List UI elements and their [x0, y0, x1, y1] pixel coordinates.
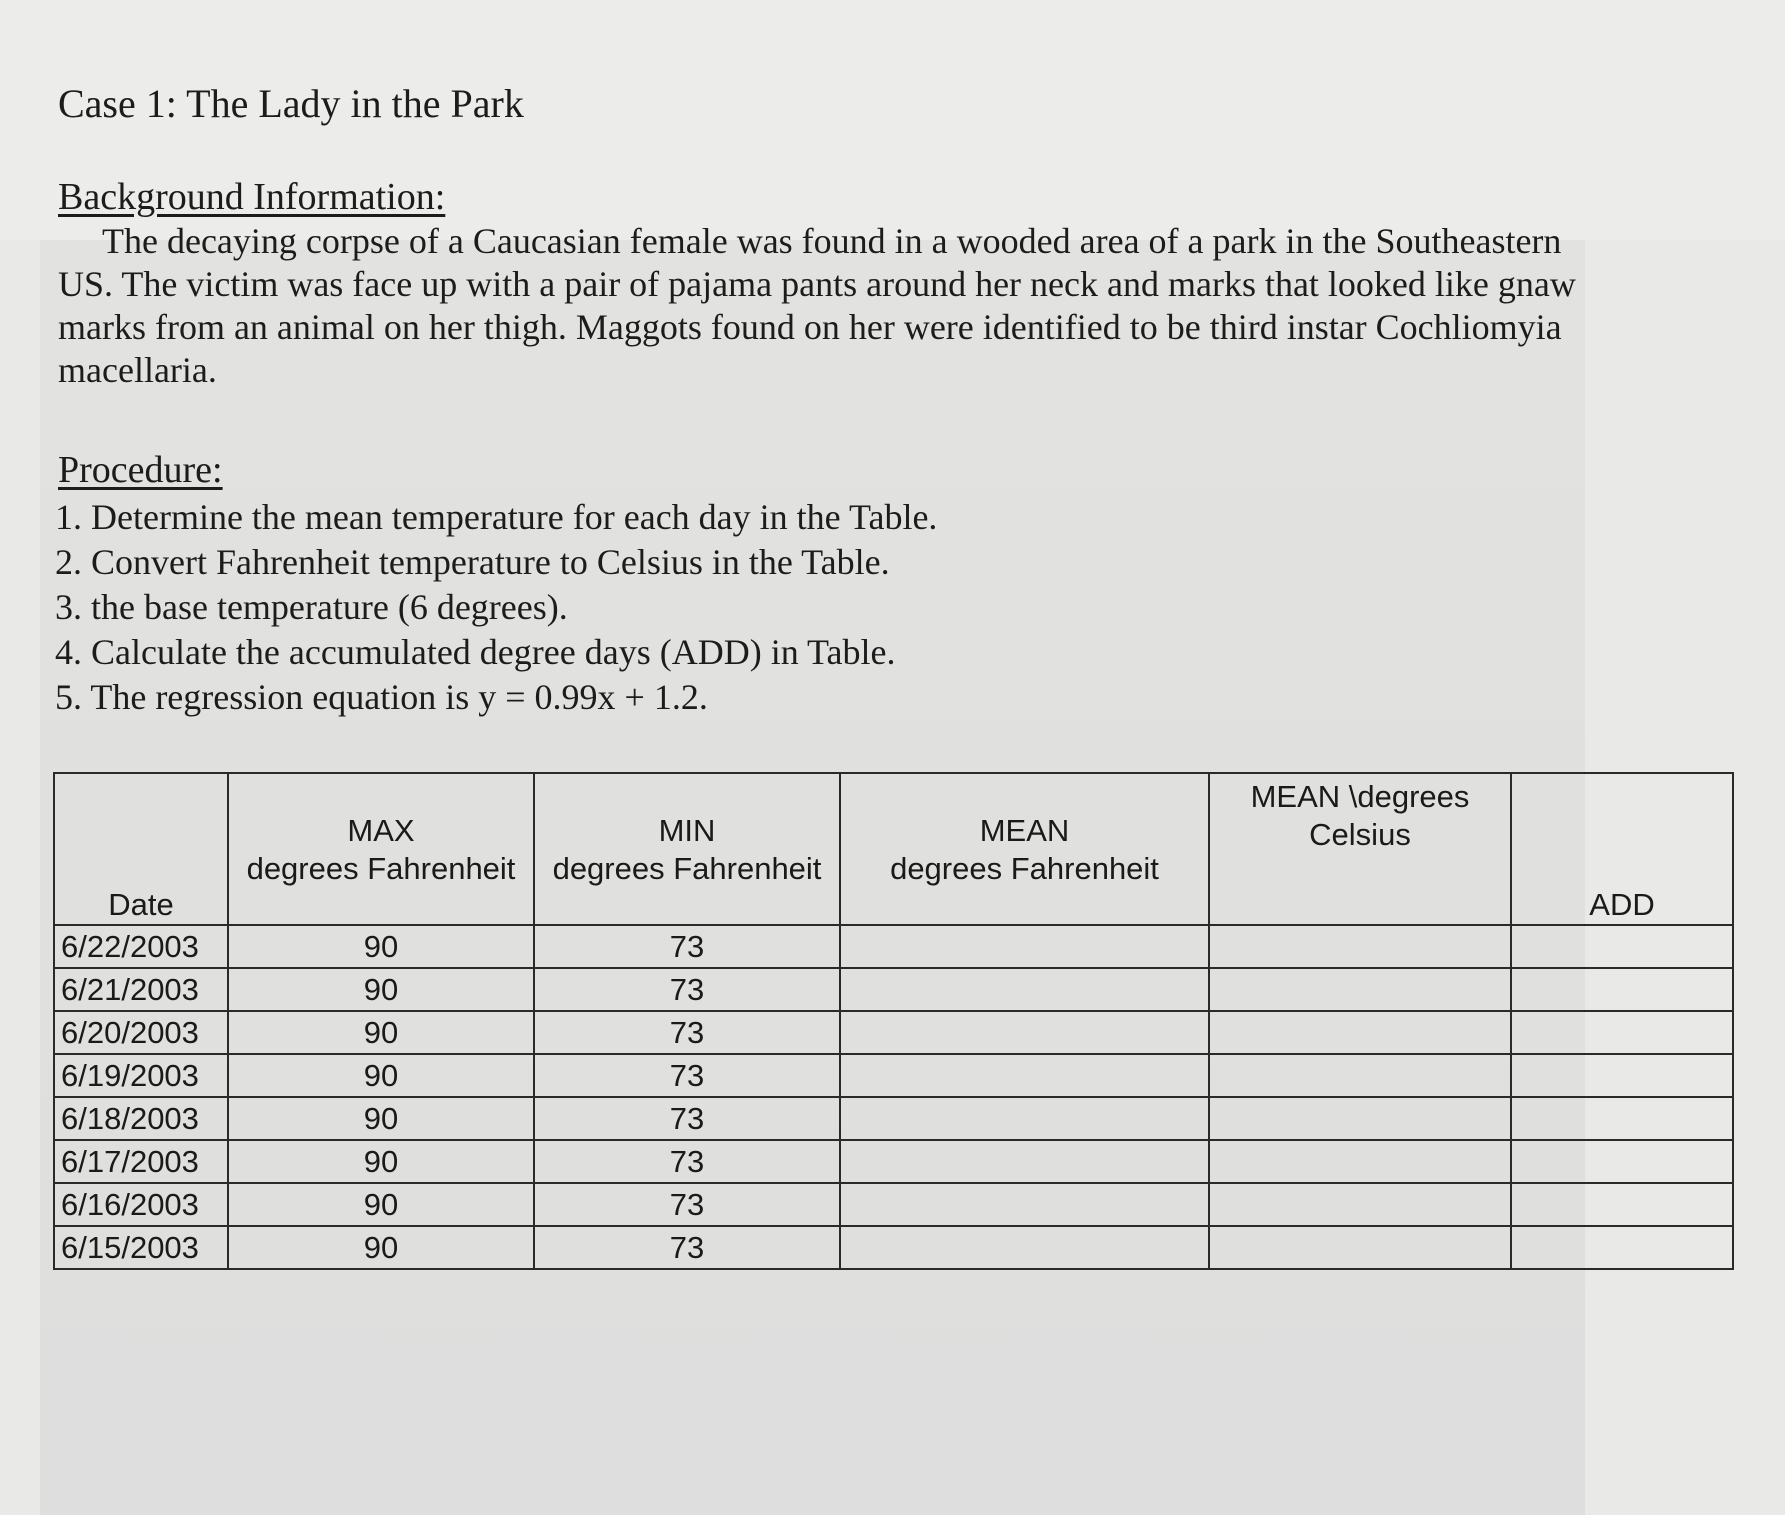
cell-max: 90 [228, 1097, 534, 1140]
header-min-line1: MIN [658, 813, 716, 848]
cell-mean-celsius [1209, 968, 1511, 1011]
header-add [1511, 773, 1733, 925]
cell-mean [840, 968, 1209, 1011]
cell-date: 6/22/2003 [54, 925, 228, 968]
header-min [534, 773, 840, 925]
cell-mean [840, 1226, 1209, 1269]
cell-max: 90 [228, 1054, 534, 1097]
cell-date: 6/20/2003 [54, 1011, 228, 1054]
table-row [54, 925, 1733, 968]
procedure-step: 3. the base temperature (6 degrees). [55, 587, 568, 627]
procedure-step: 1. Determine the mean temperature for each day in the Table. [55, 497, 938, 537]
header-date-label: Date [108, 887, 174, 922]
cell-date: 6/18/2003 [54, 1097, 228, 1140]
cell-add [1511, 1140, 1733, 1183]
cell-mean [840, 1183, 1209, 1226]
procedure-heading: Procedure: [58, 449, 223, 491]
header-meanc-line1: MEAN \degrees [1250, 779, 1470, 814]
cell-max: 90 [228, 1226, 534, 1269]
header-mean [840, 773, 1209, 925]
header-mean-celsius [1209, 773, 1511, 925]
cell-date: 6/15/2003 [54, 1226, 228, 1269]
cell-date: 6/21/2003 [54, 968, 228, 1011]
cell-mean [840, 1011, 1209, 1054]
header-add-label: ADD [1589, 887, 1655, 922]
cell-min: 73 [534, 968, 840, 1011]
background-heading: Background Information: [58, 176, 446, 218]
cell-add [1511, 968, 1733, 1011]
cell-mean-celsius [1209, 1140, 1511, 1183]
cell-mean [840, 1097, 1209, 1140]
cell-mean [840, 1054, 1209, 1097]
procedure-step: 5. The regression equation is y = 0.99x + 1.2. [55, 677, 708, 717]
cell-min: 73 [534, 1226, 840, 1269]
cell-min: 73 [534, 1183, 840, 1226]
cell-max: 90 [228, 925, 534, 968]
table-row [54, 968, 1733, 1011]
cell-max: 90 [228, 1183, 534, 1226]
header-mean-line2: degrees Fahrenheit [890, 851, 1159, 886]
header-max-line1: MAX [347, 813, 415, 848]
cell-add [1511, 1097, 1733, 1140]
cell-date: 6/16/2003 [54, 1183, 228, 1226]
table-row [54, 1226, 1733, 1269]
temperature-table [53, 772, 1734, 1270]
cell-mean [840, 925, 1209, 968]
header-date [54, 773, 228, 925]
header-meanc-line2: Celsius [1309, 817, 1411, 852]
cell-min: 73 [534, 1054, 840, 1097]
cell-mean-celsius [1209, 1011, 1511, 1054]
page-title: Case 1: The Lady in the Park [58, 81, 524, 126]
table-row [54, 1140, 1733, 1183]
cell-add [1511, 1054, 1733, 1097]
cell-mean-celsius [1209, 1054, 1511, 1097]
cell-mean-celsius [1209, 1226, 1511, 1269]
cell-add [1511, 925, 1733, 968]
cell-max: 90 [228, 968, 534, 1011]
table-row [54, 1054, 1733, 1097]
table-row [54, 1183, 1733, 1226]
cell-add [1511, 1183, 1733, 1226]
cell-min: 73 [534, 1011, 840, 1054]
cell-mean-celsius [1209, 1183, 1511, 1226]
header-mean-line1: MEAN [979, 813, 1070, 848]
procedure-step: 4. Calculate the accumulated degree days (ADD) in Table. [55, 632, 896, 672]
cell-mean-celsius [1209, 925, 1511, 968]
header-min-line2: degrees Fahrenheit [552, 851, 822, 886]
cell-add [1511, 1011, 1733, 1054]
cell-min: 73 [534, 925, 840, 968]
cell-add [1511, 1226, 1733, 1269]
table-row [54, 1011, 1733, 1054]
procedure-step: 2. Convert Fahrenheit temperature to Celsius in the Table. [55, 542, 890, 582]
header-max [228, 773, 534, 925]
table-header-row [54, 773, 1733, 925]
procedure-list [55, 495, 937, 720]
cell-min: 73 [534, 1097, 840, 1140]
cell-max: 90 [228, 1140, 534, 1183]
background-paragraph: The decaying corpse of a Caucasian female was found in a wooded area of a park in the Southeastern US. The victim was face up with a pair of pajama pants around her neck and marks that looked like gnaw marks from an animal on her thigh. Maggots found on her were identified to be third instar Cochliomyia macellaria. [58, 221, 1576, 390]
cell-date: 6/17/2003 [54, 1140, 228, 1183]
cell-max: 90 [228, 1011, 534, 1054]
cell-mean-celsius [1209, 1097, 1511, 1140]
header-max-line2: degrees Fahrenheit [246, 851, 516, 886]
cell-min: 73 [534, 1140, 840, 1183]
cell-mean [840, 1140, 1209, 1183]
table-row [54, 1097, 1733, 1140]
cell-date: 6/19/2003 [54, 1054, 228, 1097]
